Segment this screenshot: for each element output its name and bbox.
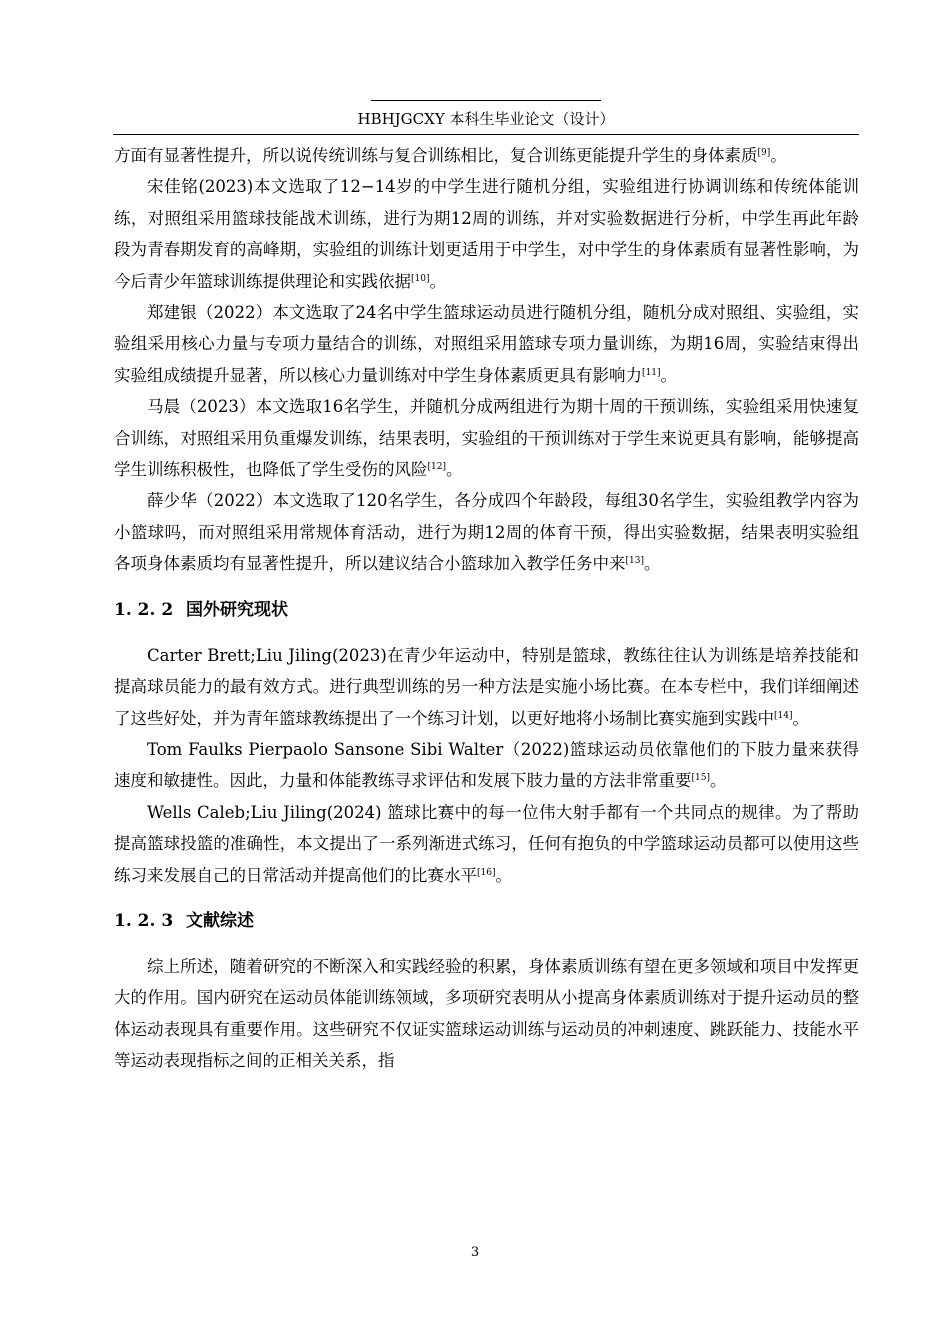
section-heading-1-2-2 (114, 580, 859, 640)
citation-ref: [15] (691, 773, 710, 784)
body-text (114, 140, 859, 1077)
section-heading-1-2-3 (114, 891, 859, 951)
citation-ref: [16] (477, 867, 496, 878)
page-header-title: HBHJGCXY 本科生毕业论文（设计） (357, 110, 615, 128)
paragraph: 马晨（2023）本文选取16名学生，并随机分成两组进行为期十周的干预训练，实验组采用快速复合训练，对照组采用负重爆发训练，结果表明，实验组的干预训练对于学生来说更具有影响，能够提高学生训练积极性，也降低了学生受伤的风险[12]。 (114, 397, 859, 480)
citation-ref: [11] (642, 367, 661, 378)
citation-ref: [14] (774, 710, 793, 721)
page-number: 3 (470, 1245, 480, 1260)
header-top-rule (371, 100, 601, 101)
paragraph: 宋佳铭(2023)本文选取了12−14岁的中学生进行随机分组，实验组进行协调训练和传统体能训练，对照组采用篮球技能战术训练，进行为期12周的训练，并对实验数据进行分析，中学生再此年龄段为青春期发育的高峰期，实验组的训练计划更适用于中学生，对中学生的身体素质有显著性影响，为今后青少年篮球训练提供理论和实践依据[10]。 (114, 177, 859, 291)
paragraph: Carter Brett;Liu Jiling(2023)在青少年运动中，特别是篮球，教练往往认为训练是培养技能和提高球员能力的最有效方式。进行典型训练的另一种方法是实施小场比赛。在本专栏中，我们详细阐述了这些好处，并为青年篮球教练提出了一个练习计划，以更好地将小场制比赛实施到实践中[14]。 (114, 645, 859, 728)
paragraph: Wells Caleb;Liu Jiling(2024) 篮球比赛中的每一位伟大射手都有一个共同点的规律。为了帮助提高篮球投篮的准确性，本文提出了一系列渐进式练习，任何有抱负的中学篮球运动员都可以使用这些练习来发展自己的日常活动并提高他们的比赛水平[16]。 (114, 802, 859, 885)
citation-ref: [12] (427, 462, 446, 473)
paragraph: 方面有显著性提升，所以说传统训练与复合训练相比，复合训练更能提升学生的身体素质[9]。 (114, 146, 787, 165)
header-bottom-rule (113, 134, 859, 135)
paragraph: 综上所述，随着研究的不断深入和实践经验的积累，身体素质训练有望在更多领域和项目中发挥更大的作用。国内研究在运动员体能训练领域，多项研究表明从小提高身体素质训练对于提升运动员的整体运动表现具有重要作用。这些研究不仅证实篮球运动训练与运动员的冲刺速度、跳跃能力、技能水平等运动表现指标之间的正相关关系，指 (114, 956, 859, 1071)
section-title: 文献综述 (186, 910, 254, 931)
paragraph: 郑建银（2022）本文选取了24名中学生篮球运动员进行随机分组，随机分成对照组、实验组，实验组采用核心力量与专项力量结合的训练，对照组采用篮球专项力量训练，为期16周，实验结束得出实验组成绩提升显著，所以核心力量训练对中学生身体素质更具有影响力[11]。 (114, 303, 859, 385)
section-title: 国外研究现状 (186, 599, 288, 620)
citation-ref: [10] (411, 273, 430, 284)
section-number: 1. 2. 2 (114, 599, 174, 620)
paragraph: Tom Faulks Pierpaolo Sansone Sibi Walter（2022)篮球运动员依靠他们的下肢力量来获得速度和敏捷性。因此，力量和体能教练寻求评估和发展下肢力量的方法非常重要[15]。 (114, 739, 859, 791)
paragraph: 薛少华（2022）本文选取了120名学生，各分成四个年龄段，每组30名学生，实验组教学内容为小篮球吗，而对照组采用常规体育活动，进行为期12周的体育干预，得出实验数据，结果表明实验组各项身体素质均有显著性提升，所以建议结合小篮球加入教学任务中来[13]。 (114, 491, 859, 574)
section-number: 1. 2. 3 (114, 910, 174, 931)
citation-ref: [9] (757, 148, 771, 158)
citation-ref: [13] (625, 556, 644, 567)
